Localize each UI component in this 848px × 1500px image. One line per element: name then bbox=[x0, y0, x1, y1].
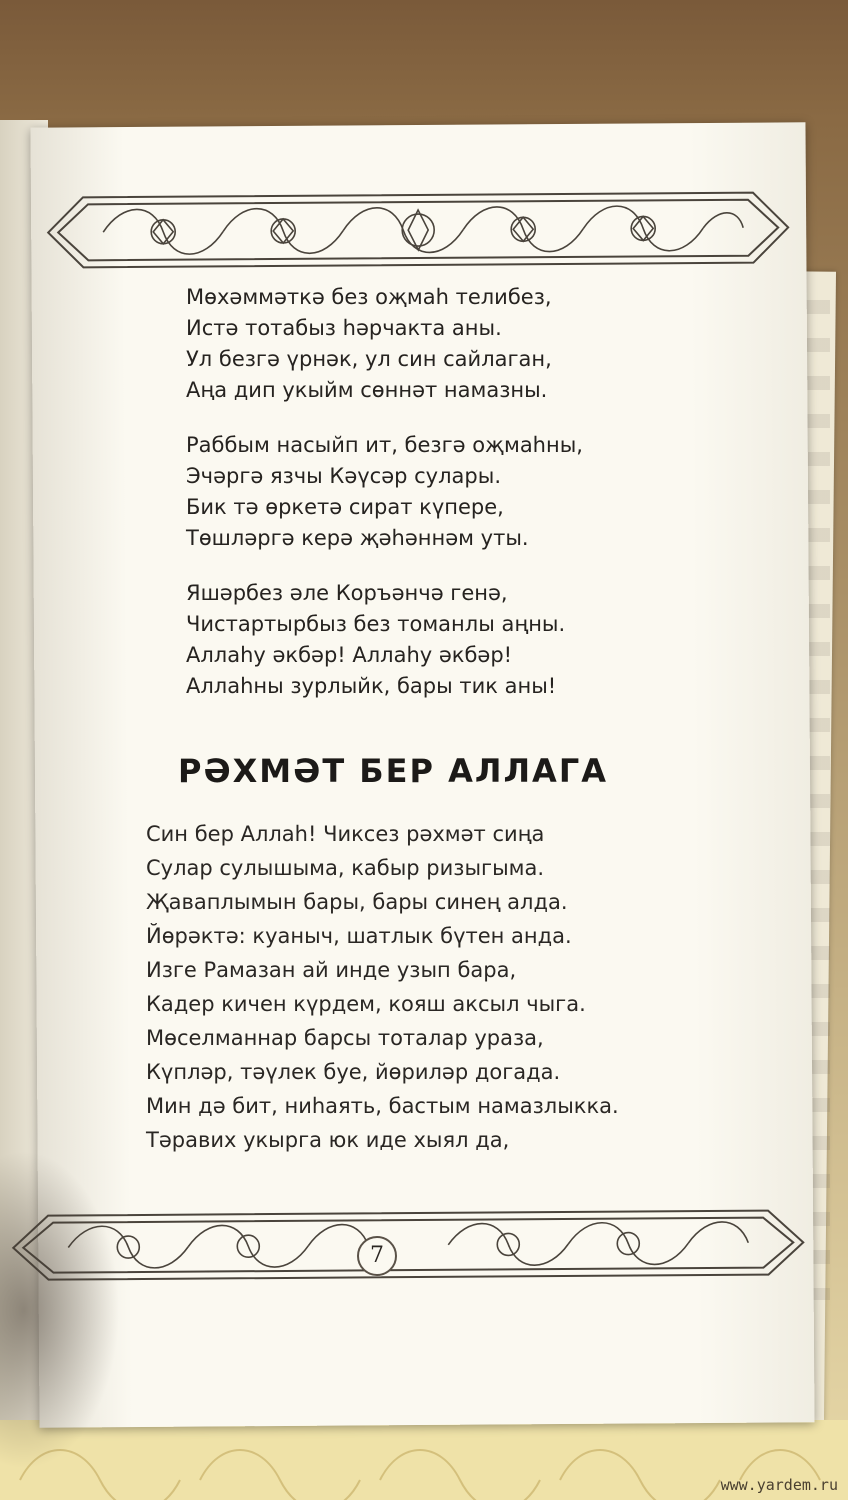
poem-line: Йөрәктә: куаныч, шатлык бүтен анда. bbox=[146, 924, 572, 948]
poem-line: Төшләргә керә җәһәннәм уты. bbox=[186, 526, 529, 550]
poem-line: Күпләр, тәүлек буе, йөриләр догада. bbox=[146, 1060, 561, 1084]
poem-line: Аллаһны зурлыйк, бары тик аны! bbox=[186, 674, 557, 698]
page-number: 7 bbox=[357, 1236, 397, 1276]
poem-line: Мөселманнар барсы тоталар ураза, bbox=[146, 1026, 544, 1050]
poem-line: Эчәргә язчы Кәүсәр сулары. bbox=[186, 464, 501, 488]
poem-line: Син бер Аллаһ! Чиксез рәхмәт сиңа bbox=[146, 822, 545, 846]
stanza-2 bbox=[186, 430, 746, 554]
poem-line: Истә тотабыз һәрчакта аны. bbox=[186, 316, 502, 340]
stanza-3 bbox=[186, 578, 746, 702]
section-heading: РӘХМӘТ БЕР АЛЛАГА bbox=[178, 752, 608, 790]
poem-line: Аңа дип укыйм сөннәт намазны. bbox=[186, 378, 548, 402]
watermark: www.yardem.ru bbox=[720, 1476, 838, 1494]
poem-bottom bbox=[146, 817, 766, 1157]
poem-line: Яшәрбез әле Коръәнчә генә, bbox=[186, 581, 508, 605]
poem-line: Бик тә өркетә сират күпере, bbox=[186, 495, 504, 519]
poem-line: Раббым насыйп ит, безгә оҗмаһны, bbox=[186, 433, 583, 457]
stanza-1 bbox=[186, 282, 746, 406]
poem-line: Аллаһу әкбәр! Аллаһу әкбәр! bbox=[186, 643, 513, 667]
poem-line: Тәравих укырга юк иде хыял да, bbox=[146, 1128, 510, 1152]
poem-line: Изге Рамазан ай инде узып бара, bbox=[146, 958, 517, 982]
top-ornament bbox=[43, 182, 794, 277]
poem-line: Кадер кичен күрдем, кояш аксыл чыга. bbox=[146, 992, 586, 1016]
finger-shadow bbox=[0, 1150, 120, 1470]
poem-line: Чистартырбыз без томанлы аңны. bbox=[186, 612, 566, 636]
poem-line: Мин дә бит, ниһаять, бастым намазлыкка. bbox=[146, 1094, 619, 1118]
poem-top bbox=[186, 282, 746, 726]
bottom-ornament bbox=[8, 1202, 809, 1288]
poem-line: Ул безгә үрнәк, ул син сайлаган, bbox=[186, 347, 552, 371]
poem-line: Мөхәммәткә без оҗмаһ телибез, bbox=[186, 285, 552, 309]
poem-line: Җаваплымын бары, бары синең алда. bbox=[146, 890, 568, 914]
poem-line: Сулар сулышыма, кабыр ризыгыма. bbox=[146, 856, 545, 880]
